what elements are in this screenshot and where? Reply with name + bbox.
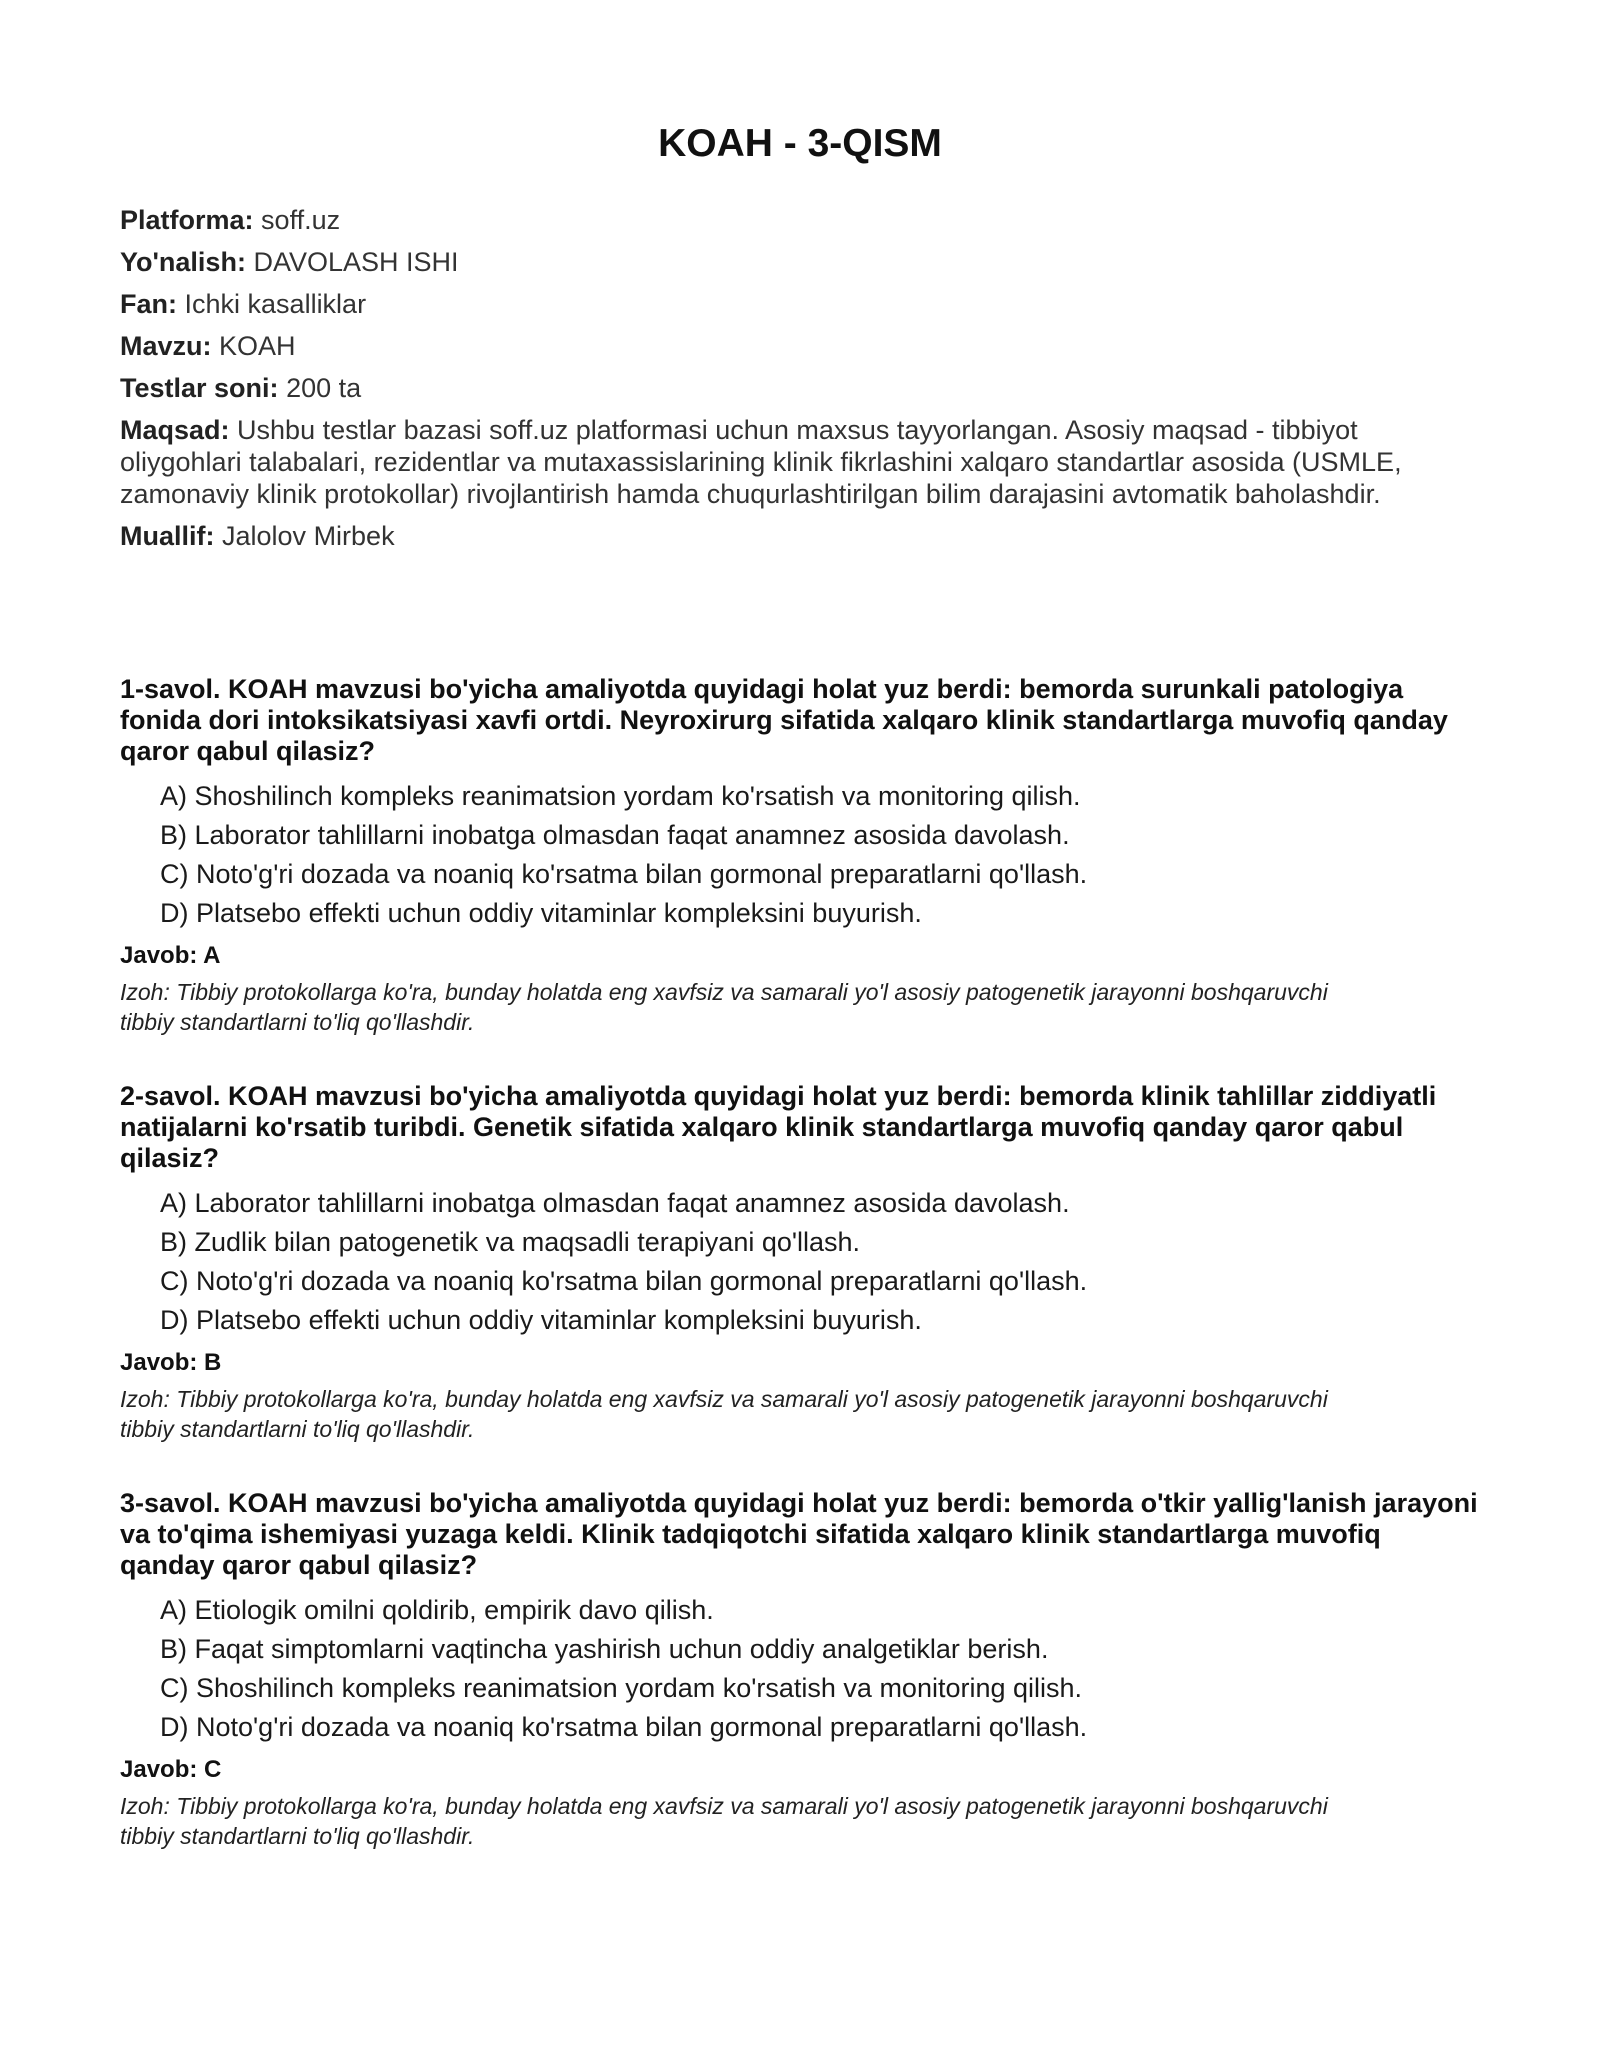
meta-author — [120, 520, 1480, 552]
option-list — [160, 1591, 1480, 1747]
answer: Javob: C — [120, 1756, 222, 1783]
meta-label: Platforma: — [120, 205, 254, 235]
meta-label: Maqsad: — [120, 415, 230, 445]
meta-label: Testlar soni: — [120, 373, 279, 403]
question-text: 3-savol. KOAH mavzusi bo'yicha amaliyotda quyidagi holat yuz berdi: bemorda o'tkir yallig'lanish jarayoni va to'qima ishemiyasi yuzaga keldi. Klinik tadqiqotchi sifatida xalqaro klinik standartlarga muvofiq qanday qaror qabul qilasiz? — [120, 1488, 1478, 1580]
meta-label: Yo'nalish: — [120, 247, 246, 277]
question-text: 2-savol. KOAH mavzusi bo'yicha amaliyotda quyidagi holat yuz berdi: bemorda klinik tahlillar ziddiyatli natijalarni ko'rsatib turibdi. Genetik sifatida xalqaro klinik standartlarga muvofiq qanday qaror qabul qilasiz? — [120, 1081, 1437, 1173]
meta-value: Ushbu testlar bazasi soff.uz platformasi uchun maxsus tayyorlangan. Asosiy maqsad - tibbiyot oliygohlari talabalari, rezidentlar va mutaxassislarining klinik fikrlashini xalqaro standartlar asosida (USMLE, zamonaviy klinik protokollar) rivojlantirish hamda chuqurlashtirilgan bilim darajasini avtomatik baholashdir. — [120, 415, 1402, 509]
meta-value: 200 ta — [286, 373, 362, 403]
meta-direction — [120, 246, 1480, 278]
question-list — [120, 674, 1480, 1895]
option-d: D) Noto'g'ri dozada va noaniq ko'rsatma bilan gormonal preparatlarni qo'llash. — [160, 1712, 1088, 1742]
meta-subject — [120, 288, 1480, 320]
option-a: A) Laborator tahlillarni inobatga olmasdan faqat anamnez asosida davolash. — [160, 1188, 1070, 1218]
option-d: D) Platsebo effekti uchun oddiy vitaminlar kompleksini buyurish. — [160, 1305, 922, 1335]
option-c: C) Noto'g'ri dozada va noaniq ko'rsatma bilan gormonal preparatlarni qo'llash. — [160, 859, 1088, 889]
explanation: Izoh: Tibbiy protokollarga ko'ra, bunday holatda eng xavfsiz va samarali yo'l asosiy patogenetik jarayonni boshqaruvchi tibbiy standartlarni to'liq qo'llashdir. — [120, 1386, 1328, 1442]
option-b: B) Faqat simptomlarni vaqtincha yashirish uchun oddiy analgetiklar berish. — [160, 1634, 1049, 1664]
meta-label: Muallif: — [120, 521, 215, 551]
option-d: D) Platsebo effekti uchun oddiy vitaminlar kompleksini buyurish. — [160, 898, 922, 928]
meta-platform — [120, 204, 1480, 236]
meta-purpose — [120, 414, 1480, 510]
explanation: Izoh: Tibbiy protokollarga ko'ra, bunday holatda eng xavfsiz va samarali yo'l asosiy patogenetik jarayonni boshqaruvchi tibbiy standartlarni to'liq qo'llashdir. — [120, 1793, 1328, 1849]
meta-label: Mavzu: — [120, 331, 212, 361]
option-a: A) Shoshilinch kompleks reanimatsion yordam ko'rsatish va monitoring qilish. — [160, 781, 1081, 811]
option-list — [160, 777, 1480, 933]
option-a: A) Etiologik omilni qoldirib, empirik davo qilish. — [160, 1595, 714, 1625]
option-b: B) Zudlik bilan patogenetik va maqsadli terapiyani qo'llash. — [160, 1227, 861, 1257]
meta-label: Fan: — [120, 289, 177, 319]
question-2 — [120, 1081, 1480, 1444]
meta-topic — [120, 330, 1480, 362]
meta-value: Jalolov Mirbek — [222, 521, 395, 551]
meta-value: DAVOLASH ISHI — [253, 247, 459, 277]
question-3 — [120, 1488, 1480, 1851]
answer: Javob: B — [120, 1349, 222, 1376]
metadata-block — [120, 204, 1480, 562]
question-1 — [120, 674, 1480, 1037]
meta-value: soff.uz — [261, 205, 341, 235]
meta-value: KOAH — [219, 331, 296, 361]
option-list — [160, 1184, 1480, 1340]
meta-value: Ichki kasalliklar — [184, 289, 367, 319]
option-c: C) Shoshilinch kompleks reanimatsion yordam ko'rsatish va monitoring qilish. — [160, 1673, 1083, 1703]
meta-test-count — [120, 372, 1480, 404]
explanation: Izoh: Tibbiy protokollarga ko'ra, bunday holatda eng xavfsiz va samarali yo'l asosiy patogenetik jarayonni boshqaruvchi tibbiy standartlarni to'liq qo'llashdir. — [120, 979, 1328, 1035]
answer: Javob: A — [120, 942, 221, 969]
document-title: KOAH - 3-QISM — [658, 122, 942, 165]
option-b: B) Laborator tahlillarni inobatga olmasdan faqat anamnez asosida davolash. — [160, 820, 1070, 850]
option-c: C) Noto'g'ri dozada va noaniq ko'rsatma bilan gormonal preparatlarni qo'llash. — [160, 1266, 1088, 1296]
question-text: 1-savol. KOAH mavzusi bo'yicha amaliyotda quyidagi holat yuz berdi: bemorda surunkali patologiya fonida dori intoksikatsiyasi xavfi ortdi. Neyroxirurg sifatida xalqaro klinik standartlarga muvofiq qanday qaror qabul qilasiz? — [120, 674, 1448, 766]
